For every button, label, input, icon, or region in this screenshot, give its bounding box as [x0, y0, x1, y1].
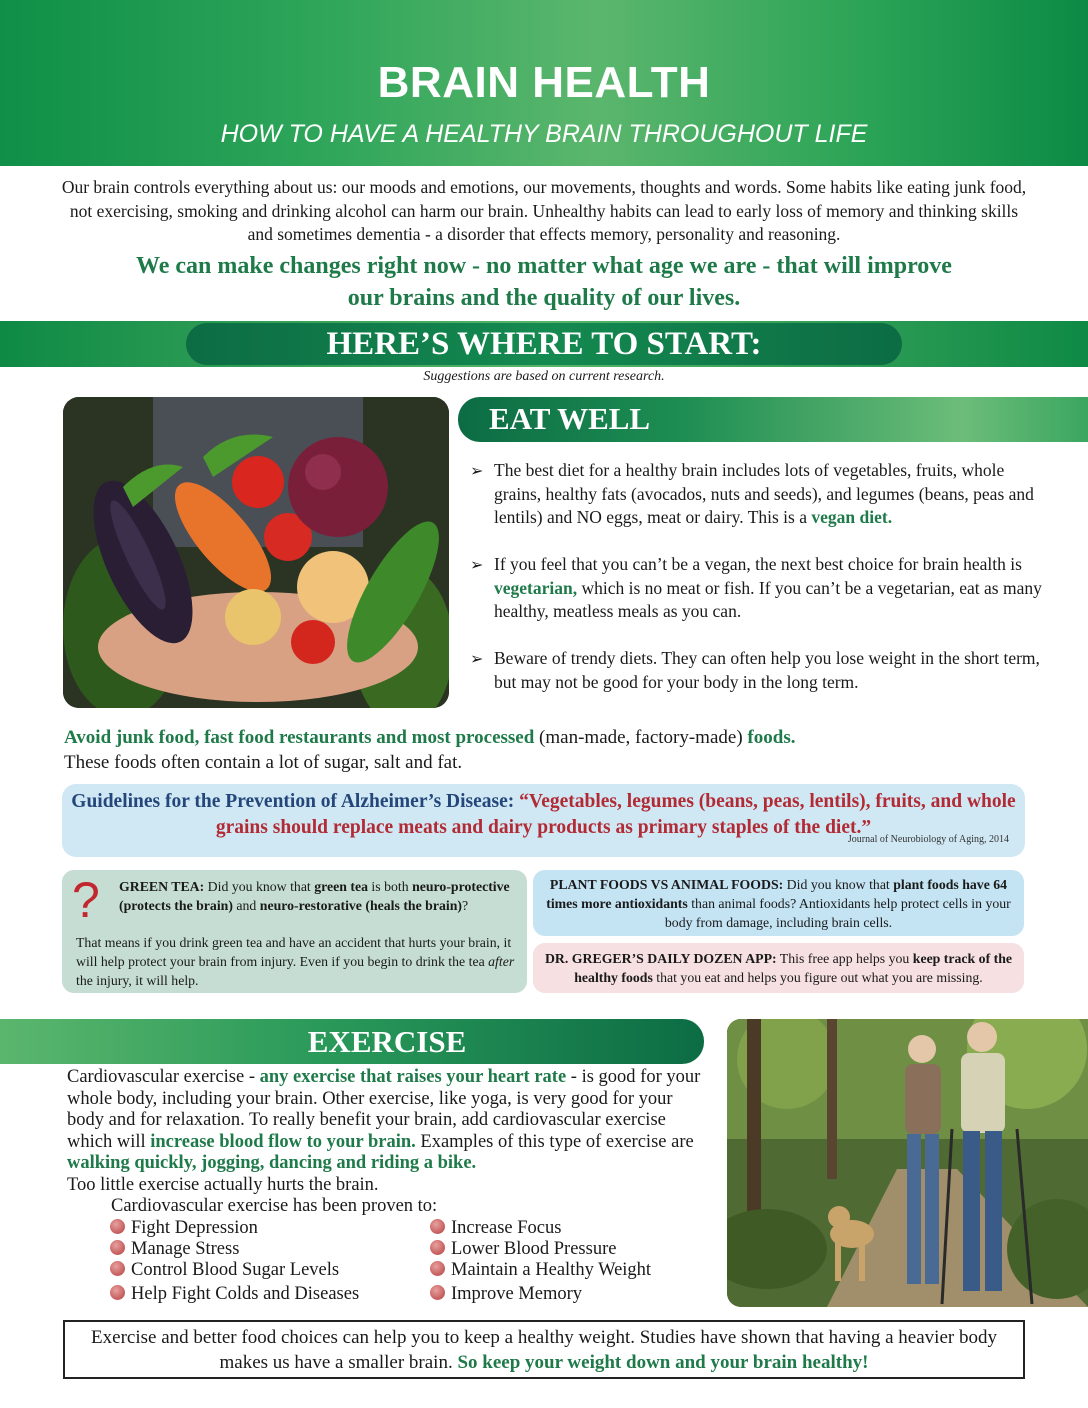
arrow-bullet-icon: ➢	[470, 461, 484, 480]
avoid-text: (man-made, factory-made)	[534, 727, 748, 748]
plant-text: than animal foods? Antioxidants help protect cells in your body from damage, including brain cells.	[664, 896, 1011, 930]
intro-tagline: We can make changes right now - no matter what age we are - that will improve our brains and the quality of our lives.	[136, 253, 952, 311]
weight-message-box	[63, 1320, 1025, 1379]
list-item	[470, 459, 1050, 530]
app-bold: keep track of the healthy foods	[574, 951, 1013, 985]
green-tea-box	[62, 870, 527, 993]
list-item	[110, 1283, 359, 1305]
benefit-label: Help Fight Colds and Diseases	[131, 1284, 360, 1304]
page-subtitle: HOW TO HAVE A HEALTHY BRAIN THROUGHOUT LIFE	[220, 120, 868, 148]
tea-text: That means if you drink green tea and have an accident that hurts your brain, it will help protect your brain from injury. Even if you begin to drink the tea	[76, 935, 512, 969]
weight-text: Exercise and better food choices can help you to keep a healthy weight. Studies have shown that having a heavier body makes us have a smaller brain.	[91, 1327, 997, 1373]
avoid-text: These foods often contain a lot of sugar, salt and fat.	[64, 752, 463, 773]
header-banner	[0, 0, 1088, 166]
walking-couple-photo	[727, 1019, 1088, 1307]
list-item	[430, 1283, 582, 1305]
bullet-text: Beware of trendy diets. They can often help you lose weight in the short term, but may not be good for your body in the long term.	[494, 648, 1040, 692]
exercise-text: Examples of this type of exercise are	[415, 1131, 694, 1152]
tea-italic: after	[488, 954, 515, 969]
green-tea-detail	[76, 933, 521, 990]
bullet-text: which is no meat or fish. If you can’t be a vegetarian, eat as many healthy, meatless meals as you can.	[494, 577, 1042, 621]
app-text: This free app helps you	[776, 951, 913, 966]
start-heading: HERE’S WHERE TO START:	[186, 323, 902, 365]
list-item	[430, 1238, 616, 1260]
benefit-label: Maintain a Healthy Weight	[451, 1260, 652, 1280]
avoid-junk-food	[64, 725, 1024, 775]
exercise-banner	[0, 1019, 704, 1064]
green-tea-label: GREEN TEA:	[119, 879, 205, 894]
vegetables-photo	[63, 397, 449, 708]
guidelines-label: Guidelines for the Prevention of Alzheimer’s Disease:	[71, 791, 515, 812]
benefit-label: Fight Depression	[131, 1218, 258, 1238]
guidelines-citation: Journal of Neurobiology of Aging, 2014	[847, 834, 1009, 845]
intro-paragraph: Our brain controls everything about us: our moods and emotions, our movements, thoughts and words. Some habits like eating junk food, not exercising, smoking and drinking alcohol can harm our brain. Unhealthy habits can lead to early loss of memory and thinking skills and sometimes dementia - a disorder that effects memory, personality and reasoning.	[61, 177, 1027, 244]
list-item	[110, 1259, 339, 1281]
brain-icon	[430, 1219, 445, 1234]
list-item	[470, 553, 1050, 624]
eat-well-bullets	[470, 459, 1050, 718]
proven-heading: Cardiovascular exercise has been proven to:	[111, 1196, 438, 1216]
tea-text: and	[232, 898, 260, 913]
vegan-diet-highlight: vegan diet.	[811, 507, 893, 527]
avoid-highlight: foods.	[747, 727, 796, 748]
plant-foods-label: PLANT FOODS VS ANIMAL FOODS:	[549, 877, 784, 892]
exercise-title: EXERCISE	[307, 1024, 467, 1059]
arrow-bullet-icon: ➢	[470, 555, 484, 574]
benefit-label: Manage Stress	[131, 1239, 240, 1259]
brain-icon	[430, 1261, 445, 1276]
bullet-text: The best diet for a healthy brain includes lots of vegetables, fruits, whole grains, healthy fats (avocados, nuts and seeds), and legumes (beans, peas and lentils) and NO eggs, meat or dairy. This is a	[494, 460, 1034, 527]
brain-icon	[110, 1285, 125, 1300]
list-item	[110, 1238, 239, 1260]
brain-icon	[110, 1261, 125, 1276]
daily-dozen-app-box	[533, 943, 1024, 993]
green-tea-intro	[119, 877, 519, 915]
walking-illustration	[727, 1019, 1088, 1307]
benefit-label: Lower Blood Pressure	[451, 1239, 617, 1259]
vegetables-illustration	[63, 397, 449, 708]
brain-icon	[110, 1219, 125, 1234]
plant-bold: plant foods have 64 times more antioxidants	[546, 877, 1008, 911]
arrow-bullet-icon: ➢	[470, 649, 484, 668]
exercise-highlight: increase blood flow to your brain.	[150, 1131, 416, 1152]
plant-foods-box	[533, 870, 1024, 936]
bullet-text: If you feel that you can’t be a vegan, the next best choice for brain health is	[494, 554, 1022, 574]
guidelines-box	[62, 784, 1025, 857]
exercise-text: - is good for your whole body, including your brain. Other exercise, like yoga, is very good for your body and for relaxation. To really benefit your brain, add cardiovascular exercise which will	[67, 1067, 701, 1152]
brain-icon	[430, 1240, 445, 1255]
list-item	[110, 1217, 258, 1239]
exercise-text: Cardiovascular exercise -	[67, 1067, 260, 1087]
tea-text: is both	[367, 879, 413, 894]
app-label: DR. GREGER’S DAILY DOZEN APP:	[544, 951, 777, 966]
tea-text: ?	[461, 898, 469, 913]
benefit-label: Control Blood Sugar Levels	[131, 1260, 340, 1280]
app-text: that you eat and helps you figure out what you are missing.	[652, 970, 983, 985]
exercise-highlight: walking quickly, jogging, dancing and riding a bike.	[67, 1153, 477, 1173]
benefit-label: Increase Focus	[451, 1218, 562, 1238]
brain-icon	[430, 1285, 445, 1300]
suggestions-note: Suggestions are based on current research.	[423, 369, 665, 384]
plant-text: Did you know that	[783, 877, 894, 892]
benefit-label: Improve Memory	[451, 1284, 583, 1304]
list-item	[430, 1259, 651, 1281]
page-title: BRAIN HEALTH	[377, 58, 711, 107]
tea-bold: neuro-protective (protects the brain)	[119, 879, 510, 913]
eat-well-banner	[458, 397, 1088, 442]
tea-bold: green tea	[314, 879, 368, 894]
exercise-text: Too little exercise actually hurts the brain.	[67, 1174, 379, 1195]
brain-icon	[110, 1240, 125, 1255]
tea-bold: neuro-restorative (heals the brain)	[259, 898, 462, 913]
exercise-paragraph	[67, 1067, 712, 1196]
exercise-highlight: any exercise that raises your heart rate	[259, 1067, 567, 1087]
list-item	[470, 647, 1050, 694]
vegetarian-highlight: vegetarian,	[494, 577, 578, 598]
eat-well-title: EAT WELL	[489, 401, 651, 436]
tea-text: the injury, it will help.	[76, 973, 199, 988]
question-mark-icon: ?	[72, 872, 100, 928]
guidelines-quote: “Vegetables, legumes (beans, peas, lentils), fruits, and whole grains should replace meats and dairy products as primary staples of the diet.”	[215, 791, 1016, 838]
list-item	[430, 1217, 561, 1239]
weight-highlight: So keep your weight down and your brain healthy!	[457, 1352, 869, 1373]
tea-text: Did you know that	[204, 879, 315, 894]
avoid-highlight: Avoid junk food, fast food restaurants and most processed	[64, 727, 535, 748]
